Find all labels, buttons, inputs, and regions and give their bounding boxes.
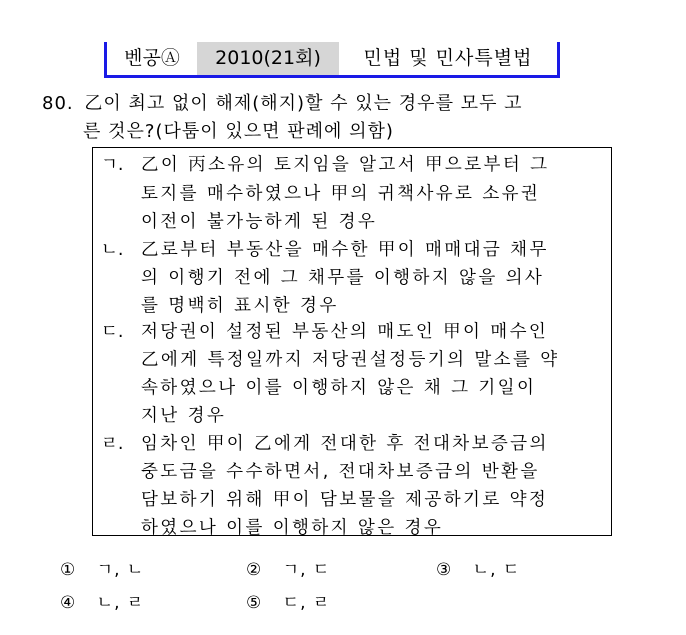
exam-header: [104, 42, 560, 78]
choice-number: ④: [60, 593, 77, 613]
item-line: 乙로부터 부동산을 매수한 甲이 매매대금 채무: [141, 240, 549, 260]
item-mark: ㄹ.: [101, 434, 124, 454]
item-line: 중도금을 수수하면서, 전대차보증금의 반환을: [141, 462, 540, 482]
item-line: 乙에게 특정일까지 저당권설정등기의 말소를 약: [141, 350, 560, 370]
item-line: 지난 경우: [141, 406, 227, 426]
item-line: 를 명백히 표시한 경우: [141, 296, 339, 316]
exam-subject: 민법 및 민사특별법: [363, 47, 533, 69]
item-line: 하였으나 이를 이행하지 않은 경우: [141, 518, 444, 538]
item-mark: ㄴ.: [101, 240, 124, 260]
question-number: 80.: [42, 93, 74, 114]
item-mark: ㄱ.: [101, 155, 124, 175]
choice-5[interactable]: [246, 588, 330, 613]
exam-year: 2010(21회): [197, 42, 339, 75]
choice-number: ②: [246, 560, 263, 580]
item-line: 속하였으나 이를 이행하지 않은 채 그 기일이: [141, 378, 537, 398]
choice-text: ㄴ, ㄷ: [472, 560, 521, 580]
exam-badge: 벤공Ⓐ: [124, 47, 180, 69]
question-stem-2: 른 것은?(다툼이 있으면 판례에 의함): [83, 121, 394, 142]
choice-text: ㄱ, ㄴ: [96, 560, 145, 580]
item-line: 의 이행기 전에 그 채무를 이행하지 않을 의사: [141, 268, 545, 288]
choice-text: ㄴ, ㄹ: [96, 593, 145, 613]
choice-number: ①: [60, 560, 77, 580]
item-mark: ㄷ.: [101, 322, 124, 342]
choice-number: ⑤: [246, 593, 263, 613]
item-line: 담보하기 위해 甲이 담보물을 제공하기로 약정: [141, 490, 549, 510]
item-line: 乙이 丙소유의 토지임을 알고서 甲으로부터 그: [141, 155, 550, 175]
choice-2[interactable]: [246, 555, 330, 580]
item-line: 임차인 甲이 乙에게 전대한 후 전대차보증금의: [141, 434, 549, 454]
choice-1[interactable]: [60, 555, 144, 580]
choice-3[interactable]: [436, 555, 520, 580]
item-line: 저당권이 설정된 부동산의 매도인 甲이 매수인: [141, 322, 549, 342]
item-line: 토지를 매수하였으나 甲의 귀책사유로 소유권: [141, 184, 541, 204]
choice-number: ③: [436, 560, 453, 580]
question-line-1: [42, 89, 523, 115]
question-stem-1: 乙이 최고 없이 해제(해지)할 수 있는 경우를 모두 고: [84, 93, 523, 114]
choice-text: ㄷ, ㄹ: [282, 593, 331, 613]
choice-4[interactable]: [60, 588, 144, 613]
item-line: 이전이 불가능하게 된 경우: [141, 212, 378, 232]
choice-text: ㄱ, ㄷ: [282, 560, 331, 580]
